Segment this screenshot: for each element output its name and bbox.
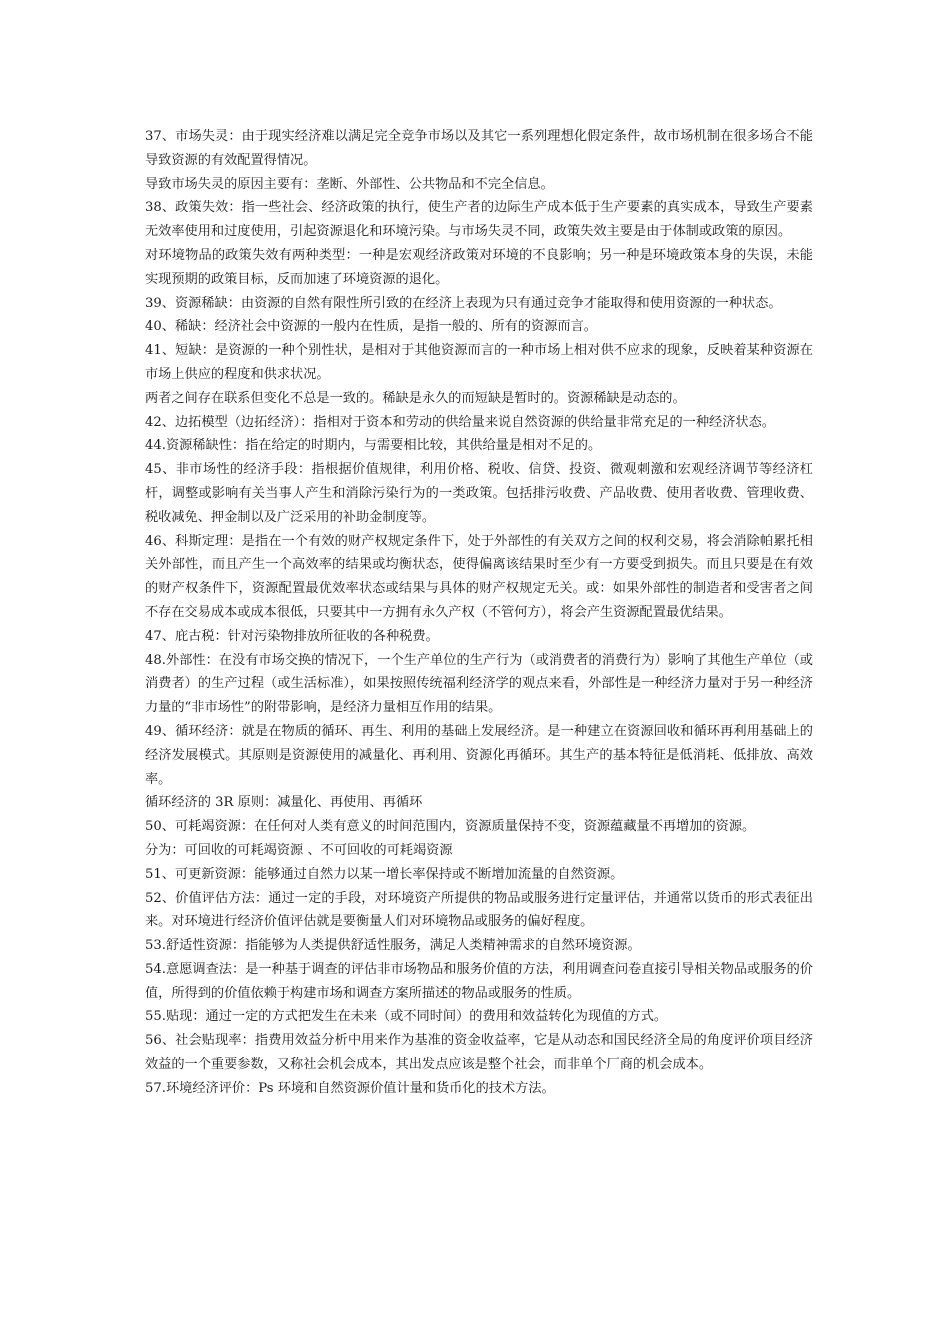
paragraph-57-environmental-economic-evaluation: 57.环境经济评价：Ps 环境和自然资源价值计量和货币化的技术方法。 [145,1080,555,1096]
paragraph-50-exhaustible-resources: 50、可耗竭资源：在任何对人类有意义的时间范围内，资源质量保持不变，资源蕴藏量不再增加的资源。 [145,819,756,835]
paragraph-47-pigou-tax: 47、庇古税：针对污染物排放所征收的各种税费。 [145,628,439,644]
paragraph-exhaustible-resources-types: 分为：可回收的可耗竭资源 、不可回收的可耗竭资源 [145,842,453,858]
paragraph-policy-failure-types: 对环境物品的政策失效有两种类型：一种是宏观经济政策对环境的不良影响；另一种是环境政策本身的失误，未能实现预期的政策目标，反而加速了环境资源的退化。 [145,247,813,287]
paragraph-41-shortage: 41、短缺：是资源的一种个别性状，是相对于其他资源而言的一种市场上相对供不应求的现象，反映着某种资源在市场上供应的程度和供求状况。 [145,343,813,382]
paragraph-40-scarcity: 40、稀缺：经济社会中资源的一般内在性质，是指一般的、所有的资源而言。 [145,319,597,335]
paragraph-market-failure-causes: 导致市场失灵的原因主要有：垄断、外部性、公共物品和不完全信息。 [145,176,554,192]
paragraph-56-social-discount-rate: 56、社会贴现率：指费用效益分析中用来作为基准的资金收益率，它是从动态和国民经济全局的角度评价项目经济效益的一个重要参数，又称社会机会成本，其出发点应该是整个社会，而非单个厂商的机会成本。 [145,1033,813,1073]
paragraph-51-renewable-resources: 51、可更新资源：能够通过自然力以某一增长率保持或不断增加流量的自然资源。 [145,866,624,882]
paragraph-53-amenity-resources: 53.舒适性资源：指能够为人类提供舒适性服务，满足人类精神需求的自然环境资源。 [145,938,641,954]
paragraph-49-circular-economy: 49、循环经济：就是在物质的循环、再生、利用的基础上发展经济。是一种建立在资源回收和循环再利用基础上的经济发展模式。其原则是资源使用的减量化、再利用、资源化再循环。其生产的基本特征是低消耗、低排放、高效率。 [145,723,813,787]
paragraph-48-externality: 48.外部性：在没有市场交换的情况下，一个生产单位的生产行为（或消费者的消费行为）影响了其他生产单位（或消费者）的生产过程（或生活标准），如果按照传统福利经济学的观点来看，外部性是一种经济力量对于另一种经济力量的“非市场性”的附带影响，是经济力量相互作用的结果。 [145,652,813,716]
paragraph-45-non-market-instruments: 45、非市场性的经济手段：指根据价值规律，利用价格、税收、信贷、投资、微观刺激和宏观经济调节等经济杠杆，调整或影响有关当事人产生和消除污染行为的一类政策。包括排污收费、产品收费、使用者收费、管理收费、税收减免、押金制以及广泛采用的补助金制度等。 [145,462,813,525]
paragraph-37-market-failure: 37、市场失灵：由于现实经济难以满足完全竞争市场以及其它一系列理想化假定条件，故市场机制在很多场合不能导致资源的有效配置得情况。 [145,129,813,168]
paragraph-38-policy-failure: 38、政策失效：指一些社会、经济政策的执行，使生产者的边际生产成本低于生产要素的真实成本，导致生产要素无效率使用和过度使用，引起资源退化和环境污染。与市场失灵不同，政策失效主要是由于体制或政策的原因。 [145,200,813,240]
paragraph-54-contingent-valuation: 54.意愿调查法：是一种基于调查的评估非市场物品和服务价值的方法，利用调查问卷直接引导相关物品或服务的价值，所得到的价值依赖于构建市场和调查方案所描述的物品或服务的性质。 [145,961,813,1001]
document-body [145,125,813,1101]
paragraph-52-valuation-methods: 52、价值评估方法：通过一定的手段，对环境资产所提供的物品或服务进行定量评估，并通常以货币的形式表征出来。对环境进行经济价值评估就是要衡量人们对环境物品或服务的偏好程度。 [145,890,813,930]
paragraph-46-coase-theorem: 46、科斯定理：是指在一个有效的财产权规定条件下，处于外部性的有关双方之间的权利交易，将会消除帕累托相关外部性，而且产生一个高效率的结果或均衡状态，使得偏离该结果时至少有一方要受到损失。而且只要是在有效的财产权条件下，资源配置最优效率状态或结果与具体的财产权规定无关。或：如果外部性的制造者和受害者之间不存在交易成本或成本很低，只要其中一方拥有永久产权（不管何方），将会产生资源配置最优结果。 [145,533,813,620]
paragraph-42-frontier-model: 42、边拓模型（边拓经济）：指相对于资本和劳动的供给量来说自然资源的供给量非常充足的一种经济状态。 [145,414,775,430]
paragraph-scarcity-vs-shortage: 两者之间存在联系但变化不总是一致的。稀缺是永久的而短缺是暂时的。资源稀缺是动态的。 [145,390,686,406]
paragraph-44-resource-scarcity: 44.资源稀缺性：指在给定的时期内，与需要相比较，其供给量是相对不足的。 [145,438,602,454]
paragraph-55-discounting: 55.贴现：通过一定的方式把发生在未来（或不同时间）的费用和效益转化为现值的方式。 [145,1009,668,1025]
paragraph-3r-principle: 循环经济的 3R 原则：减量化、再使用、再循环 [145,795,423,811]
paragraph-39-resource-scarcity: 39、资源稀缺：由资源的自然有限性所引致的在经济上表现为只有通过竞争才能取得和使用资源的一种状态。 [145,295,782,311]
